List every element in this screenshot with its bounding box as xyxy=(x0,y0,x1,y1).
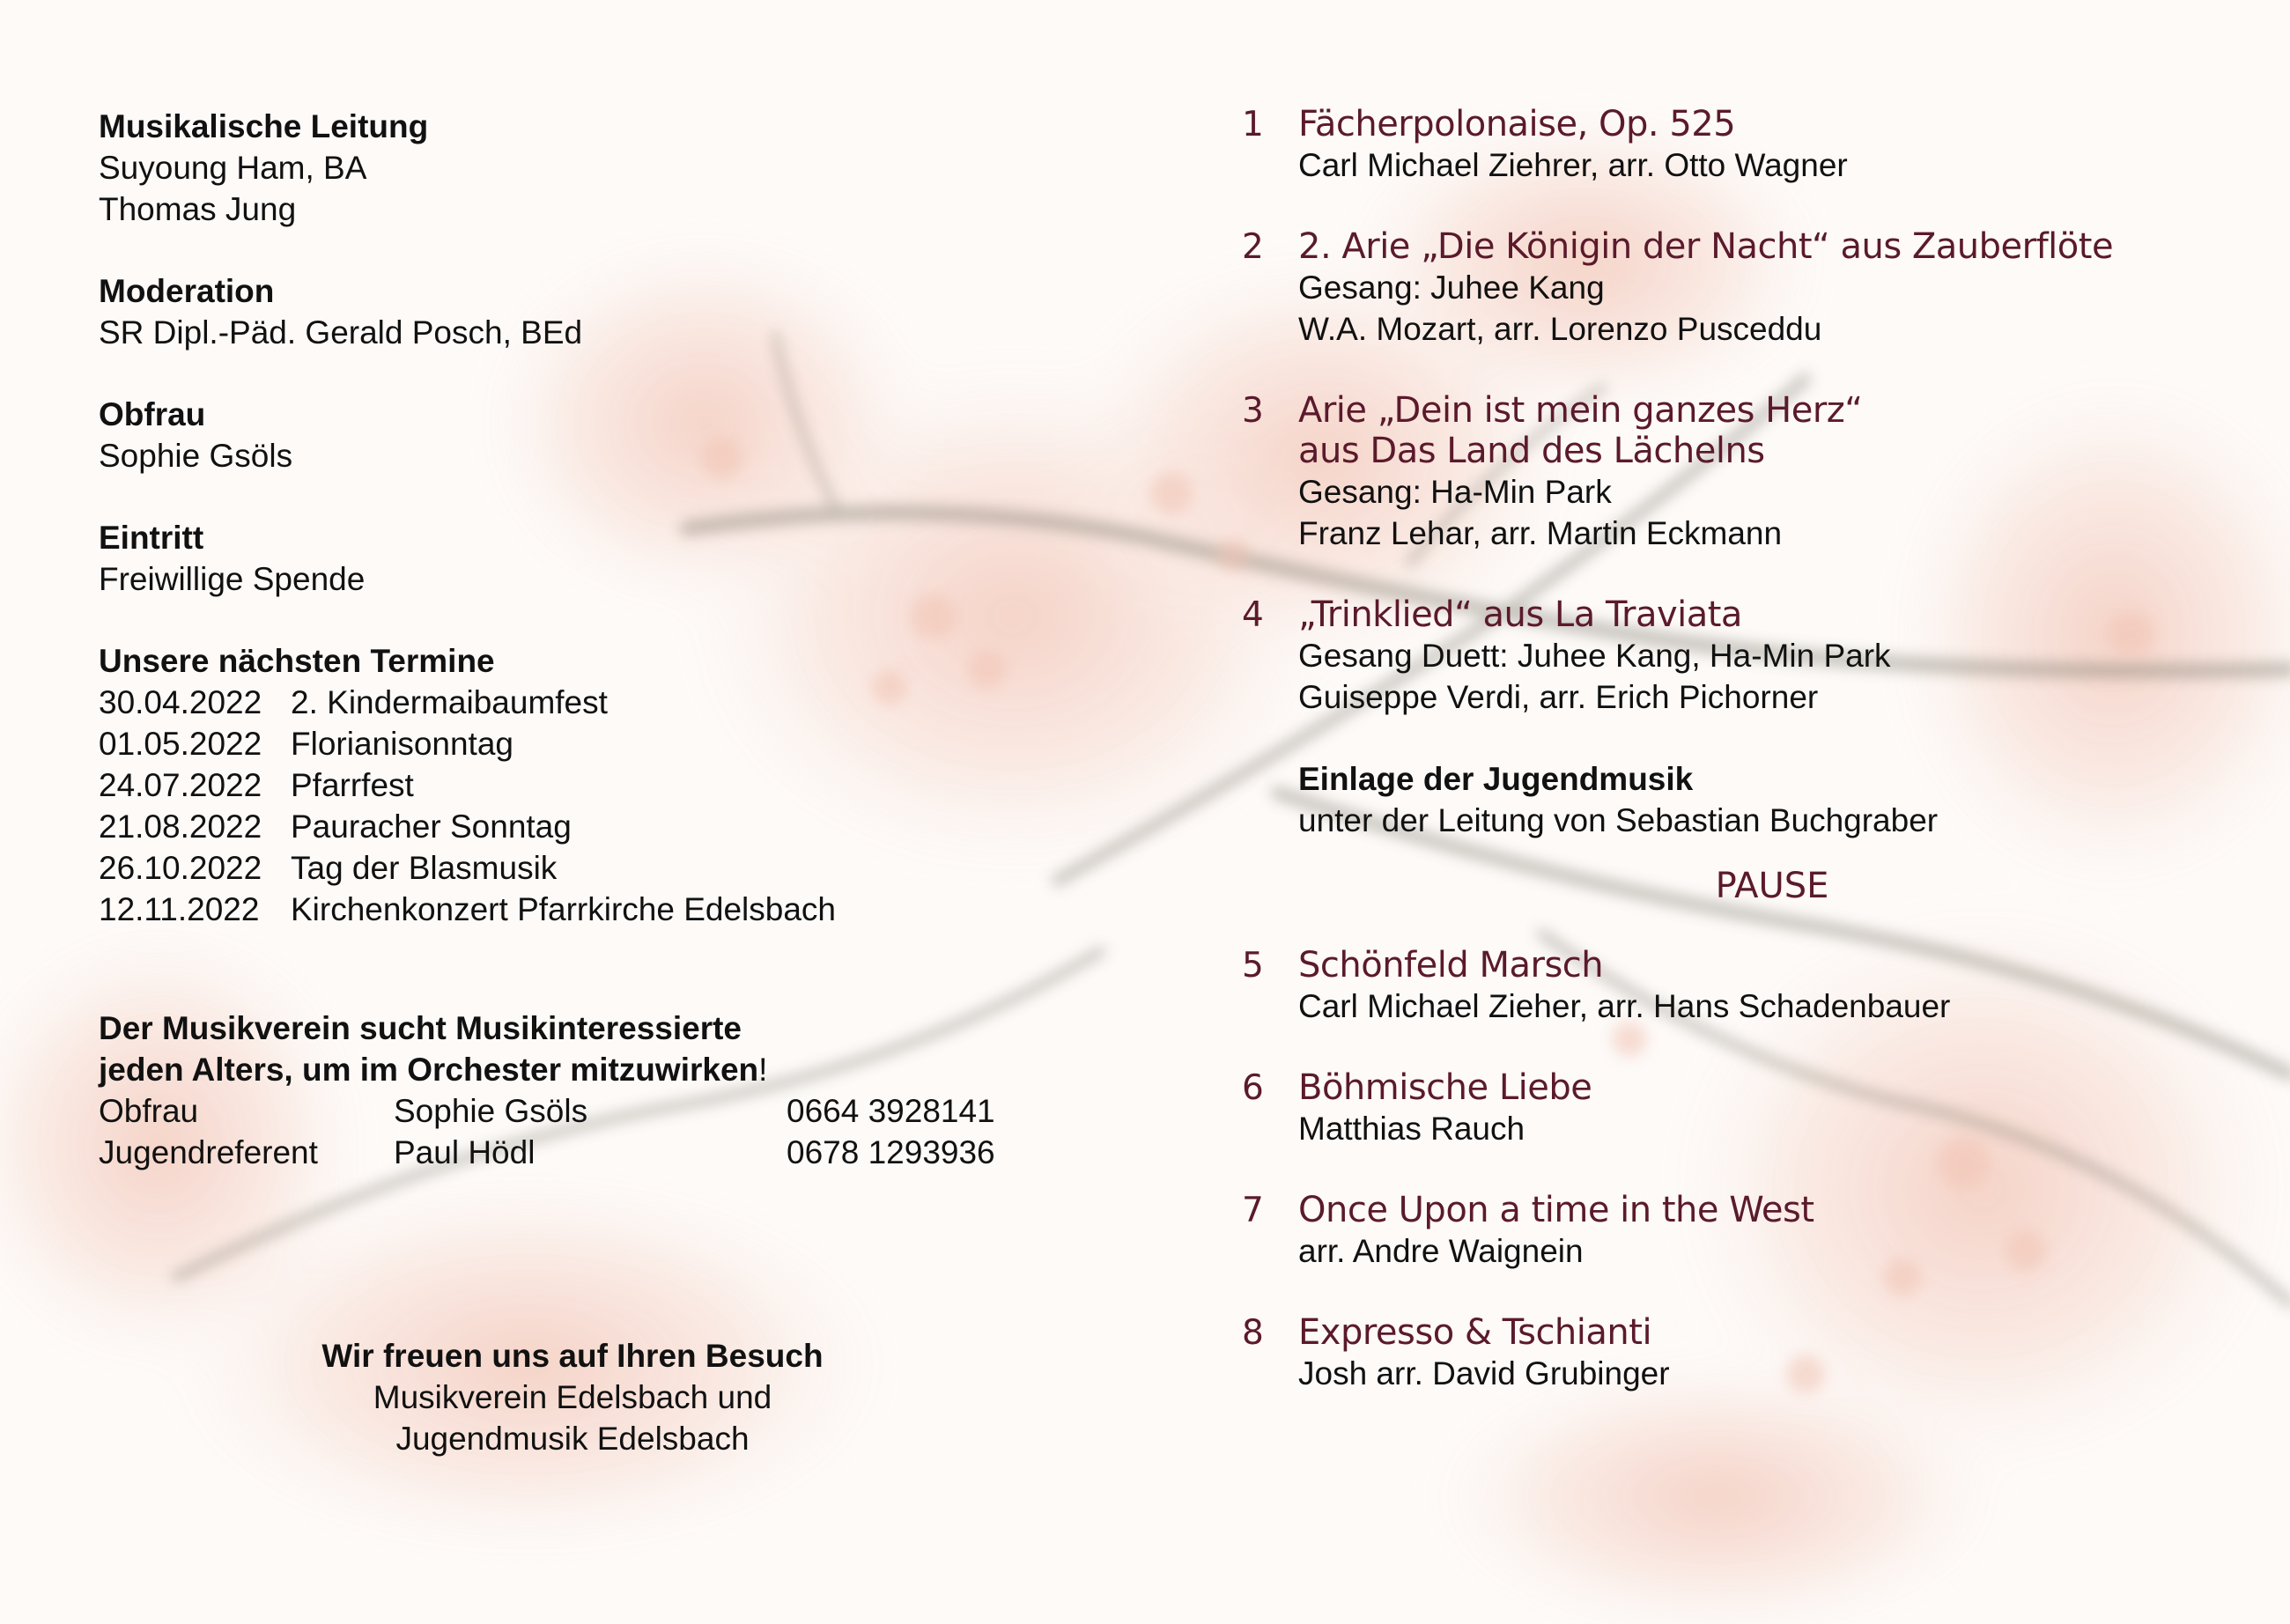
recruitment-notice xyxy=(99,1008,1156,1173)
closing-title: Wir freuen uns auf Ihren Besuch xyxy=(321,1338,824,1374)
termin-event: Florianisonntag xyxy=(291,726,513,762)
termin-event: 2. Kindermaibaumfest xyxy=(291,684,608,720)
program-item-body xyxy=(1298,1312,2246,1394)
termin-row xyxy=(99,723,1067,764)
section-heading: Unsere nächsten Termine xyxy=(99,643,495,679)
recruit-exclamation: ! xyxy=(758,1052,768,1088)
program-item-body xyxy=(1298,226,2246,350)
program-credit: Guiseppe Verdi, arr. Erich Pichorner xyxy=(1298,679,1819,715)
section-heading: Eintritt xyxy=(99,520,204,556)
closing-note xyxy=(220,1335,925,1459)
termin-row xyxy=(99,682,1067,723)
program-item-body xyxy=(1298,1067,2246,1149)
contact-role: Jugendreferent xyxy=(99,1134,318,1170)
einlage-sub: unter der Leitung von Sebastian Buchgraber xyxy=(1298,802,1939,838)
program-item xyxy=(1233,226,2246,350)
contact-phone: 0664 3928141 xyxy=(787,1093,995,1129)
program-item-body xyxy=(1298,945,2246,1027)
section-line: SR Dipl.-Päd. Gerald Posch, BEd xyxy=(99,314,583,351)
program-number: 7 xyxy=(1242,1191,1264,1230)
termin-row xyxy=(99,847,1067,889)
program-credit: Franz Lehar, arr. Martin Eckmann xyxy=(1298,515,1783,551)
program-title: Schönfeld Marsch xyxy=(1298,945,1604,985)
einlage-jugendmusik xyxy=(1298,758,2246,841)
termin-date: 21.08.2022 xyxy=(99,808,262,845)
program-item-body xyxy=(1298,104,2246,186)
closing-line: Musikverein Edelsbach und xyxy=(373,1379,772,1415)
contact-row xyxy=(99,1090,1156,1132)
termin-date: 12.11.2022 xyxy=(99,891,260,927)
section-heading: Moderation xyxy=(99,273,275,309)
section-obfrau xyxy=(99,394,1067,476)
program-list xyxy=(1233,104,2246,1435)
program-number: 6 xyxy=(1242,1068,1264,1108)
termin-date: 30.04.2022 xyxy=(99,684,262,720)
program-title: Expresso & Tschianti xyxy=(1298,1312,1652,1353)
program-credit: arr. Andre Waignein xyxy=(1298,1233,1584,1269)
termin-event: Pfarrfest xyxy=(291,767,414,803)
termin-row xyxy=(99,889,1067,930)
recruit-line: jeden Alters, um im Orchester mitzuwirken xyxy=(99,1052,759,1088)
section-line: Thomas Jung xyxy=(99,191,297,227)
program-part-2 xyxy=(1233,945,2246,1394)
program-title: Böhmische Liebe xyxy=(1298,1067,1592,1108)
recruit-line: Der Musikverein sucht Musikinteressierte xyxy=(99,1010,742,1046)
closing-line: Jugendmusik Edelsbach xyxy=(395,1421,750,1457)
program-credit: Josh arr. David Grubinger xyxy=(1298,1355,1670,1391)
program-number: 1 xyxy=(1242,105,1264,144)
program-title: Once Upon a time in the West xyxy=(1298,1190,1814,1230)
program-credit: W.A. Mozart, arr. Lorenzo Pusceddu xyxy=(1298,311,1822,347)
program-item-body xyxy=(1298,390,2246,554)
program-number: 8 xyxy=(1242,1313,1264,1353)
section-heading: Obfrau xyxy=(99,396,206,432)
contact-role: Obfrau xyxy=(99,1093,199,1129)
program-number: 5 xyxy=(1242,946,1264,985)
program-item xyxy=(1233,594,2246,718)
program-number: 2 xyxy=(1242,227,1264,267)
section-eintritt xyxy=(99,517,1067,600)
program-item xyxy=(1233,1312,2246,1394)
recruit-line-wrap xyxy=(99,1049,1156,1090)
program-number: 4 xyxy=(1242,595,1264,635)
termin-event: Kirchenkonzert Pfarrkirche Edelsbach xyxy=(291,891,837,927)
program-item-body xyxy=(1298,594,2246,718)
termin-row xyxy=(99,764,1067,806)
program-title: 2. Arie „Die Königin der Nacht“ aus Zauberflöte xyxy=(1298,226,2114,267)
program-title: Fächerpolonaise, Op. 525 xyxy=(1298,104,1736,144)
program-credit: Carl Michael Zieher, arr. Hans Schadenbauer xyxy=(1298,988,1951,1024)
einlage-title: Einlage der Jugendmusik xyxy=(1298,761,1694,797)
program-item xyxy=(1233,1190,2246,1272)
program-credit: Gesang: Juhee Kang xyxy=(1298,269,1605,306)
contact-name: Paul Hödl xyxy=(394,1134,536,1170)
termin-date: 26.10.2022 xyxy=(99,850,262,886)
contact-row xyxy=(99,1132,1156,1173)
section-moderation xyxy=(99,270,1067,353)
program-item xyxy=(1233,945,2246,1027)
program-credit: Gesang Duett: Juhee Kang, Ha-Min Park xyxy=(1298,638,1891,674)
termin-row xyxy=(99,806,1067,847)
termin-event: Pauracher Sonntag xyxy=(291,808,572,845)
section-musikalische-leitung xyxy=(99,106,1067,230)
section-line: Sophie Gsöls xyxy=(99,438,293,474)
termin-date: 01.05.2022 xyxy=(99,726,262,762)
program-part-1 xyxy=(1233,104,2246,718)
section-termine xyxy=(99,640,1067,930)
program-title: Arie „Dein ist mein ganzes Herz“ xyxy=(1298,390,1863,431)
program-credit: Matthias Rauch xyxy=(1298,1111,1525,1147)
pause-label: PAUSE xyxy=(1715,866,1829,906)
program-item xyxy=(1233,1067,2246,1149)
contact-name: Sophie Gsöls xyxy=(394,1093,588,1129)
contact-phone: 0678 1293936 xyxy=(787,1134,995,1170)
section-line: Suyoung Ham, BA xyxy=(99,150,367,186)
program-item xyxy=(1233,104,2246,186)
termin-date: 24.07.2022 xyxy=(99,767,262,803)
program-item xyxy=(1233,390,2246,554)
section-line: Freiwillige Spende xyxy=(99,561,366,597)
program-credit: Gesang: Ha-Min Park xyxy=(1298,474,1612,510)
program-title: aus Das Land des Lächelns xyxy=(1298,431,1765,471)
program-item-body xyxy=(1298,1190,2246,1272)
section-heading: Musikalische Leitung xyxy=(99,108,429,144)
program-title: „Trinklied“ aus La Traviata xyxy=(1298,594,1742,635)
program-credit: Carl Michael Ziehrer, arr. Otto Wagner xyxy=(1298,147,1848,183)
termin-event: Tag der Blasmusik xyxy=(291,850,558,886)
info-column xyxy=(99,106,1067,971)
program-number: 3 xyxy=(1242,391,1264,431)
